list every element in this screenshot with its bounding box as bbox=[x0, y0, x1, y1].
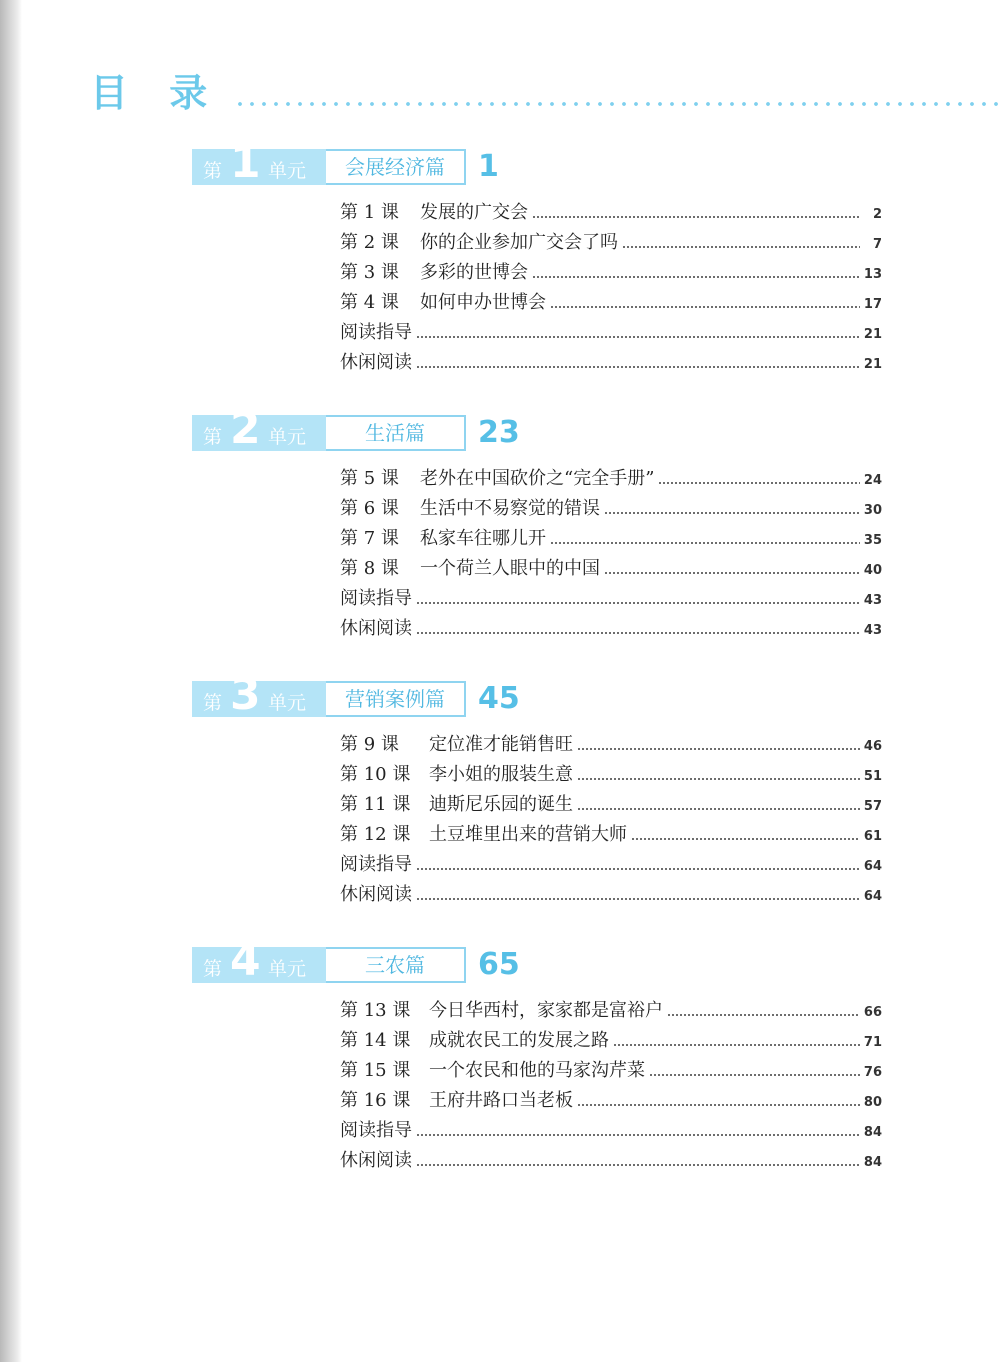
lesson-label: 第 10 课 bbox=[340, 764, 411, 785]
unit-prefix: 第 bbox=[203, 692, 223, 714]
entry-page: 51 bbox=[863, 769, 882, 784]
dot-leader bbox=[416, 602, 860, 604]
unit-page-number: 45 bbox=[478, 681, 520, 716]
entry-page: 61 bbox=[863, 829, 882, 844]
entry-title: 休闲阅读 bbox=[340, 352, 412, 373]
entry-page: 76 bbox=[863, 1065, 882, 1080]
unit-page-number: 23 bbox=[478, 415, 520, 450]
entry-title: 休闲阅读 bbox=[340, 618, 412, 639]
lesson-label: 第 8 课 bbox=[340, 558, 399, 579]
unit-page-number: 1 bbox=[478, 149, 499, 184]
entry-title: 王府井路口当老板 bbox=[429, 1090, 573, 1111]
toc-entry[interactable] bbox=[340, 198, 882, 228]
unit-suffix: 单元 bbox=[268, 160, 307, 182]
toc-entry[interactable] bbox=[340, 614, 882, 644]
unit-number: 2 bbox=[230, 403, 261, 454]
dot-leader bbox=[532, 276, 860, 278]
toc-entry[interactable] bbox=[340, 996, 882, 1026]
toc-entry[interactable] bbox=[340, 318, 882, 348]
unit-name: 会展经济篇 bbox=[326, 149, 466, 185]
unit-2-entries bbox=[340, 464, 882, 644]
unit-prefix: 第 bbox=[203, 958, 223, 980]
toc-entry[interactable] bbox=[340, 730, 882, 760]
unit-name: 生活篇 bbox=[326, 415, 466, 451]
toc-entry[interactable] bbox=[340, 348, 882, 378]
toc-entry[interactable] bbox=[340, 820, 882, 850]
entry-page: 17 bbox=[863, 297, 882, 312]
dot-leader bbox=[649, 1074, 860, 1076]
toc-entry[interactable] bbox=[340, 1146, 882, 1176]
unit-number: 1 bbox=[230, 137, 261, 188]
toc-entry[interactable] bbox=[340, 1086, 882, 1116]
entry-title: 老外在中国砍价之“完全手册” bbox=[420, 468, 655, 489]
entry-title: 私家车往哪儿开 bbox=[420, 528, 546, 549]
lesson-label: 第 7 课 bbox=[340, 528, 399, 549]
unit-suffix: 单元 bbox=[268, 426, 307, 448]
entry-page: 71 bbox=[863, 1035, 882, 1050]
toc-entry[interactable] bbox=[340, 880, 882, 910]
toc-entry[interactable] bbox=[340, 288, 882, 318]
entry-title: 阅读指导 bbox=[340, 1120, 412, 1141]
lesson-label: 第 13 课 bbox=[340, 1000, 411, 1021]
unit-badge bbox=[192, 403, 326, 454]
toc-entry[interactable] bbox=[340, 1026, 882, 1056]
dot-leader bbox=[532, 216, 860, 218]
dot-leader bbox=[550, 306, 860, 308]
lesson-label: 第 11 课 bbox=[340, 794, 411, 815]
dot-leader bbox=[667, 1014, 860, 1016]
dot-leader bbox=[416, 366, 860, 368]
toc-entry[interactable] bbox=[340, 760, 882, 790]
lesson-label: 第 16 课 bbox=[340, 1090, 411, 1111]
lesson-label: 第 5 课 bbox=[340, 468, 399, 489]
lesson-label: 第 12 课 bbox=[340, 824, 411, 845]
entry-page: 21 bbox=[863, 357, 882, 372]
unit-badge bbox=[192, 935, 326, 986]
toc-entry[interactable] bbox=[340, 554, 882, 584]
dot-leader bbox=[416, 1164, 860, 1166]
toc-entry[interactable] bbox=[340, 1056, 882, 1086]
dot-leader bbox=[631, 838, 860, 840]
entry-page: 84 bbox=[863, 1155, 882, 1170]
entry-page: 43 bbox=[863, 623, 882, 638]
entry-title: 休闲阅读 bbox=[340, 1150, 412, 1171]
lesson-label: 第 3 课 bbox=[340, 262, 399, 283]
dot-leader bbox=[658, 482, 860, 484]
entry-page: 64 bbox=[863, 889, 882, 904]
toc-entry[interactable] bbox=[340, 258, 882, 288]
toc-entry[interactable] bbox=[340, 850, 882, 880]
entry-title: 你的企业参加广交会了吗 bbox=[420, 232, 618, 253]
entry-page: 66 bbox=[863, 1005, 882, 1020]
entry-title: 阅读指导 bbox=[340, 854, 412, 875]
entry-title: 多彩的世博会 bbox=[420, 262, 528, 283]
dot-leader bbox=[604, 512, 860, 514]
dot-leader bbox=[577, 778, 860, 780]
dot-leader bbox=[577, 1104, 860, 1106]
entry-page: 46 bbox=[863, 739, 882, 754]
unit-number: 3 bbox=[230, 669, 261, 720]
entry-title: 发展的广交会 bbox=[420, 202, 528, 223]
entry-title: 今日华西村，家家都是富裕户 bbox=[429, 1000, 663, 1021]
dot-leader bbox=[604, 572, 860, 574]
entry-title: 阅读指导 bbox=[340, 322, 412, 343]
unit-suffix: 单元 bbox=[268, 692, 307, 714]
unit-3-entries bbox=[340, 730, 882, 910]
entry-page: 40 bbox=[863, 563, 882, 578]
unit-badge bbox=[192, 669, 326, 720]
entry-title: 如何申办世博会 bbox=[420, 292, 546, 313]
lesson-label: 第 14 课 bbox=[340, 1030, 411, 1051]
dot-leader bbox=[613, 1044, 860, 1046]
dot-leader bbox=[416, 1134, 860, 1136]
dot-leader bbox=[577, 808, 860, 810]
entry-title: 定位准才能销售旺 bbox=[429, 734, 573, 755]
entry-page: 21 bbox=[863, 327, 882, 342]
unit-header-4 bbox=[192, 935, 532, 986]
unit-page-number: 65 bbox=[478, 947, 520, 982]
entry-page: 43 bbox=[863, 593, 882, 608]
unit-number: 4 bbox=[230, 935, 261, 986]
unit-header-2 bbox=[192, 403, 532, 454]
entry-title: 阅读指导 bbox=[340, 588, 412, 609]
entry-page: 24 bbox=[863, 473, 882, 488]
entry-page: 2 bbox=[872, 207, 882, 222]
dot-leader bbox=[416, 336, 860, 338]
unit-prefix: 第 bbox=[203, 160, 223, 182]
unit-header-1 bbox=[192, 137, 532, 188]
unit-badge bbox=[192, 137, 326, 188]
toc-entry[interactable] bbox=[340, 464, 882, 494]
unit-1-entries bbox=[340, 198, 882, 378]
entry-page: 64 bbox=[863, 859, 882, 874]
dot-leader bbox=[577, 748, 860, 750]
unit-prefix: 第 bbox=[203, 426, 223, 448]
lesson-label: 第 2 课 bbox=[340, 232, 399, 253]
toc-entry[interactable] bbox=[340, 494, 882, 524]
entry-title: 一个农民和他的马家沟芹菜 bbox=[429, 1060, 645, 1081]
unit-name: 三农篇 bbox=[326, 947, 466, 983]
unit-4-entries bbox=[340, 996, 882, 1176]
dot-leader bbox=[416, 868, 860, 870]
lesson-label: 第 1 课 bbox=[340, 202, 399, 223]
dot-leader bbox=[622, 246, 860, 248]
dot-leader bbox=[416, 898, 860, 900]
entry-page: 35 bbox=[863, 533, 882, 548]
toc-entry[interactable] bbox=[340, 524, 882, 554]
entry-page: 13 bbox=[863, 267, 882, 282]
dot-leader bbox=[550, 542, 860, 544]
entry-page: 30 bbox=[863, 503, 882, 518]
entry-page: 57 bbox=[863, 799, 882, 814]
entry-title: 土豆堆里出来的营销大师 bbox=[429, 824, 627, 845]
lesson-label: 第 9 课 bbox=[340, 734, 399, 755]
entry-title: 迪斯尼乐园的诞生 bbox=[429, 794, 573, 815]
toc-entry[interactable] bbox=[340, 1116, 882, 1146]
page-title: 目 录 bbox=[90, 71, 222, 115]
lesson-label: 第 4 课 bbox=[340, 292, 399, 313]
entry-title: 成就农民工的发展之路 bbox=[429, 1030, 609, 1051]
entry-title: 生活中不易察觉的错误 bbox=[420, 498, 600, 519]
lesson-label: 第 6 课 bbox=[340, 498, 399, 519]
unit-suffix: 单元 bbox=[268, 958, 307, 980]
dot-leader bbox=[416, 632, 860, 634]
toc-entry[interactable] bbox=[340, 584, 882, 614]
toc-entry[interactable] bbox=[340, 790, 882, 820]
book-spine-shadow bbox=[0, 0, 22, 1362]
unit-name: 营销案例篇 bbox=[326, 681, 466, 717]
title-dotted-rule bbox=[234, 100, 1002, 108]
entry-title: 休闲阅读 bbox=[340, 884, 412, 905]
entry-title: 李小姐的服装生意 bbox=[429, 764, 573, 785]
lesson-label: 第 15 课 bbox=[340, 1060, 411, 1081]
entry-page: 84 bbox=[863, 1125, 882, 1140]
entry-page: 80 bbox=[863, 1095, 882, 1110]
entry-title: 一个荷兰人眼中的中国 bbox=[420, 558, 600, 579]
toc-entry[interactable] bbox=[340, 228, 882, 258]
unit-header-3 bbox=[192, 669, 532, 720]
entry-page: 7 bbox=[872, 237, 882, 252]
